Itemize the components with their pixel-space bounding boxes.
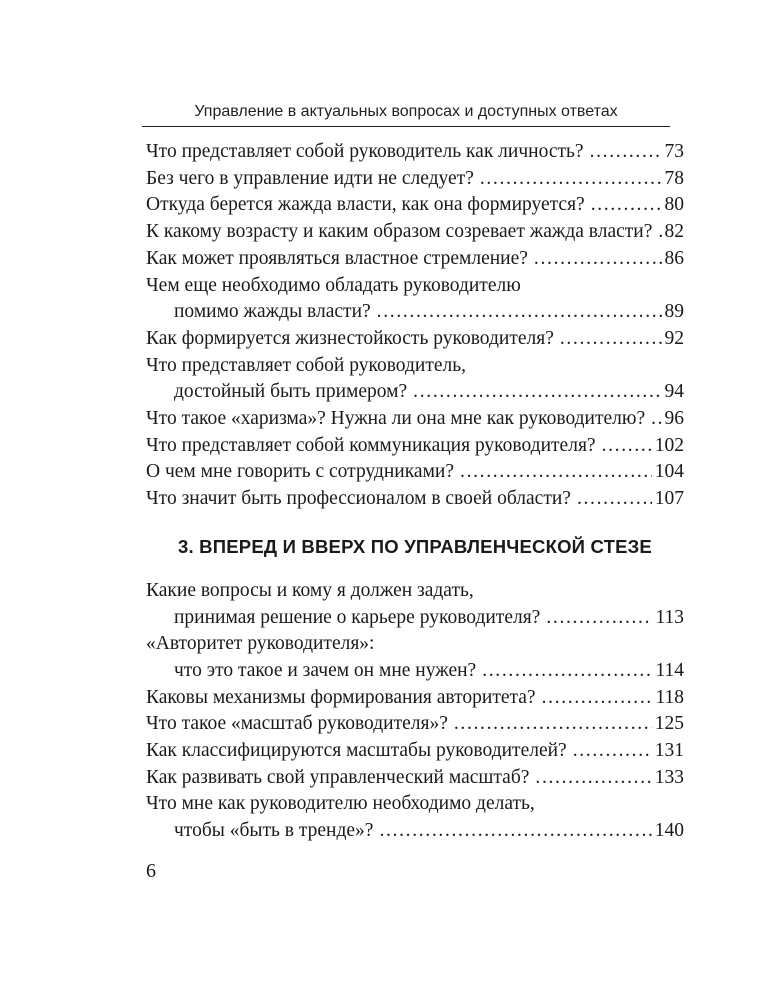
dot-leader xyxy=(480,166,662,193)
toc-entry-title: достойный быть примером? xyxy=(174,381,408,403)
toc-entry-line xyxy=(146,791,684,818)
toc-entry-title: Что представляет собой коммуникация руководителя? xyxy=(146,434,596,456)
dot-leader xyxy=(602,433,652,460)
toc-entry-title: Как формируется жизнестойкость руководителя? xyxy=(146,327,554,349)
toc-entry-title: принимая решение о карьере руководителя? xyxy=(174,606,541,628)
table-of-contents xyxy=(146,139,684,845)
toc-entry-line xyxy=(146,379,684,406)
toc-entry xyxy=(146,459,684,486)
toc-entry-line xyxy=(146,631,684,658)
toc-entry-title: что это такое и зачем он мне нужен? xyxy=(174,659,477,681)
toc-entry xyxy=(146,326,684,353)
toc-entry-line xyxy=(146,738,684,765)
toc-entry-line xyxy=(146,406,684,433)
toc-page-number: 92 xyxy=(664,327,684,349)
dot-leader xyxy=(534,246,662,273)
toc-entry-title: Что представляет собой руководитель как личность? xyxy=(146,141,584,162)
toc-entry-line xyxy=(146,219,684,246)
toc-entry-line xyxy=(146,299,684,326)
dot-leader xyxy=(454,711,652,738)
toc-page-number: 82 xyxy=(664,221,684,243)
toc-entry-line xyxy=(146,605,684,632)
toc-entry xyxy=(146,685,684,712)
dot-leader xyxy=(460,459,652,486)
toc-entry xyxy=(146,578,684,631)
toc-entry-title: чтобы «быть в тренде»? xyxy=(174,820,374,842)
dot-leader xyxy=(413,379,661,406)
dot-leader xyxy=(535,765,651,792)
toc-entry xyxy=(146,192,684,219)
toc-entry-title: «Авторитет руководителя»: xyxy=(146,633,375,655)
toc-entry xyxy=(146,406,684,433)
toc-entry xyxy=(146,433,684,460)
toc-page-number: 131 xyxy=(654,740,684,762)
dot-leader xyxy=(377,299,662,326)
dot-leader xyxy=(542,685,653,712)
toc-page-number: 104 xyxy=(654,461,684,483)
toc-page-number: 86 xyxy=(664,247,684,269)
toc-entry-line xyxy=(146,578,684,605)
toc-entry-line xyxy=(146,658,684,685)
toc-entry xyxy=(146,353,684,406)
toc-entry-line xyxy=(146,765,684,792)
toc-entry-title: помимо жажды власти? xyxy=(174,301,371,323)
toc-page-number: 118 xyxy=(655,686,684,708)
dot-leader xyxy=(560,326,662,353)
toc-entry-line xyxy=(146,139,684,166)
toc-entry-line xyxy=(146,818,684,845)
toc-entry-line xyxy=(146,353,684,380)
page-number: 6 xyxy=(146,860,156,882)
toc-page-number: 89 xyxy=(664,301,684,323)
toc-entry xyxy=(146,273,684,326)
running-head: Управление в актуальных вопросах и доступных ответах xyxy=(194,103,618,120)
toc-entry-title: Как может проявляться властное стремление? xyxy=(146,247,528,269)
dot-leader xyxy=(546,605,652,632)
toc-entry-title: Какие вопросы и кому я должен задать, xyxy=(146,579,474,601)
toc-entry-title: Как развивать свой управленческий масштаб? xyxy=(146,766,530,788)
toc-page-number: 102 xyxy=(654,434,684,456)
dot-leader xyxy=(591,192,662,219)
toc-entry xyxy=(146,166,684,193)
toc-page-number: 78 xyxy=(664,167,684,189)
dot-leader xyxy=(379,818,651,845)
toc-entry-title: Как классифицируются масштабы руководителей? xyxy=(146,740,567,762)
toc-entry-line xyxy=(146,326,684,353)
dot-leader xyxy=(573,738,652,765)
toc-page-number: 133 xyxy=(654,766,684,788)
toc-page-number: 113 xyxy=(655,606,684,628)
toc-entry xyxy=(146,765,684,792)
toc-entry xyxy=(146,486,684,513)
toc-entry-line xyxy=(146,685,684,712)
toc-entry-title: О чем мне говорить с сотрудниками? xyxy=(146,461,455,483)
toc-entry-title: Без чего в управление идти не следует? xyxy=(146,167,474,189)
toc-entry-title: Что такое «масштаб руководителя»? xyxy=(146,713,448,735)
toc-entry-title: Каковы механизмы формирования авторитета? xyxy=(146,686,536,708)
toc-entry xyxy=(146,631,684,684)
dot-leader xyxy=(658,219,661,246)
toc-entry-line xyxy=(146,433,684,460)
toc-page-number: 107 xyxy=(654,488,684,510)
toc-entry-title: Откуда берется жажда власти, как она формируется? xyxy=(146,194,585,216)
toc-entry-title: Что мне как руководителю необходимо делать, xyxy=(146,793,535,815)
dot-leader xyxy=(577,486,652,513)
toc-entry-title: Что такое «харизма»? Нужна ли она мне как руководителю? xyxy=(146,408,646,430)
toc-page-number: 114 xyxy=(655,659,684,681)
section-heading: 3. ВПЕРЕД И ВВЕРХ ПО УПРАВЛЕНЧЕСКОЙ СТЕЗЕ xyxy=(178,535,652,557)
toc-entry-title: Чем еще необходимо обладать руководителю xyxy=(146,274,521,296)
toc-entry-title: К какому возрасту и каким образом созревает жажда власти? xyxy=(146,221,653,243)
toc-entry xyxy=(146,738,684,765)
toc-entry-title: Что значит быть профессионалом в своей области? xyxy=(146,488,571,510)
toc-entry xyxy=(146,246,684,273)
toc-entry-line xyxy=(146,166,684,193)
toc-entry-line xyxy=(146,192,684,219)
toc-page-number: 94 xyxy=(664,381,684,403)
toc-entry xyxy=(146,219,684,246)
toc-entry-line xyxy=(146,486,684,513)
toc-entry-line xyxy=(146,273,684,300)
toc-group-2 xyxy=(146,578,684,845)
toc-page-number: 73 xyxy=(664,141,684,162)
toc-entry xyxy=(146,139,684,166)
toc-entry-line xyxy=(146,459,684,486)
dot-leader xyxy=(590,139,662,166)
toc-page-number: 125 xyxy=(654,713,684,735)
toc-entry-title: Что представляет собой руководитель, xyxy=(146,354,466,376)
toc-group-1 xyxy=(146,139,684,513)
toc-entry-line xyxy=(146,246,684,273)
dot-leader xyxy=(482,658,652,685)
toc-page-number: 80 xyxy=(664,194,684,216)
header-rule xyxy=(142,126,670,127)
toc-page-number: 96 xyxy=(664,408,684,430)
toc-page-number: 140 xyxy=(654,820,684,842)
dot-leader xyxy=(651,406,661,433)
toc-entry-line xyxy=(146,711,684,738)
toc-entry xyxy=(146,711,684,738)
toc-entry xyxy=(146,791,684,844)
